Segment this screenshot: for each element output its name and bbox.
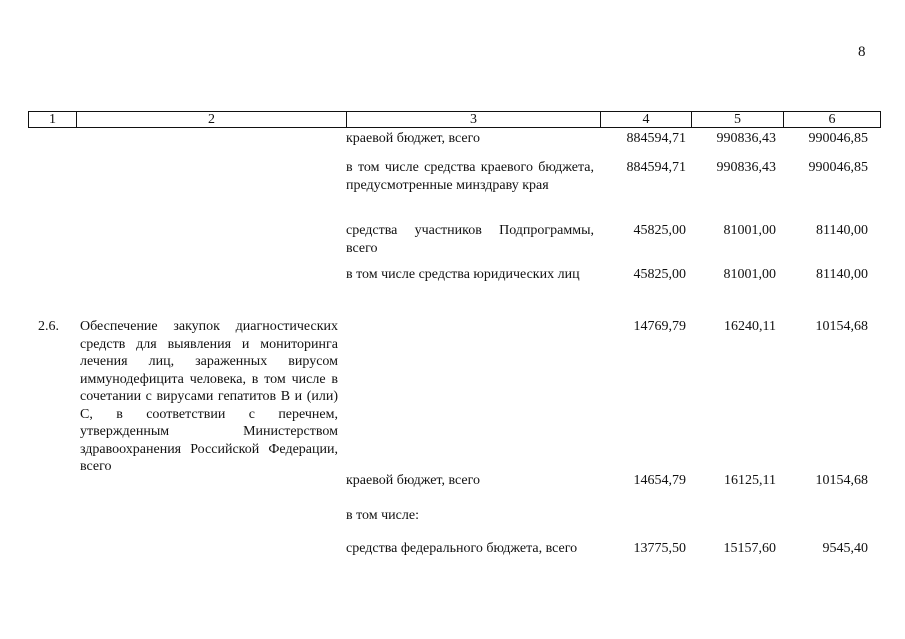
- row-value-col5: 990836,43: [716, 160, 776, 175]
- page-number: 8: [858, 44, 866, 60]
- row-value-col4: 14654,79: [633, 473, 686, 488]
- row-source: краевой бюджет, всего: [346, 473, 481, 488]
- header-col-5: 5: [692, 112, 784, 127]
- row-value-col4: 13775,50: [633, 541, 686, 556]
- row-value-col5: 990836,43: [716, 131, 776, 146]
- row-number: 2.6.: [38, 319, 59, 334]
- row-source: средства федерального бюджета, всего: [346, 541, 578, 556]
- row-value-col5: 16240,11: [724, 319, 776, 334]
- row-value-col4: 45825,00: [633, 267, 686, 282]
- row-value-col4: 884594,71: [626, 160, 686, 175]
- row-value-col6: 10154,68: [815, 319, 868, 334]
- row-value-col6: 990046,85: [808, 160, 868, 175]
- row-value-col5: 81001,00: [723, 267, 776, 282]
- row-value-col6: 81140,00: [816, 223, 868, 238]
- row-value-col4: 45825,00: [633, 223, 686, 238]
- row-value-col4: 884594,71: [626, 131, 686, 146]
- header-col-6: 6: [828, 112, 836, 127]
- row-value-col6: 9545,40: [822, 541, 868, 556]
- row-value-col5: 81001,00: [723, 223, 776, 238]
- header-col-1: 1: [29, 112, 77, 127]
- row-name: Обеспечение закупок диагностических средств для выявления и мониторинга лечения лиц, зараженных вирусом иммунодефицита человека, в том числе в сочетании с вирусами гепатитов B и (или) C, в соответствии с перечнем, утвержденным Министерством здравоохранения Российской Федерации, всего: [80, 319, 338, 474]
- header-col-2: 2: [77, 112, 347, 127]
- row-value-col4: 14769,79: [633, 319, 686, 334]
- row-value-col6: 990046,85: [808, 131, 868, 146]
- row-source: в том числе средства краевого бюджета, предусмотренные минздраву края: [346, 160, 594, 193]
- row-source: в том числе средства юридических лиц: [346, 267, 580, 282]
- row-value-col5: 15157,60: [723, 541, 776, 556]
- row-source: краевой бюджет, всего: [346, 131, 481, 146]
- header-col-3: 3: [347, 112, 601, 127]
- row-value-col6: 81140,00: [816, 267, 868, 282]
- header-col-4: 4: [601, 112, 692, 127]
- row-source: средства участников Подпрограммы, всего: [346, 223, 594, 256]
- row-source: в том числе:: [346, 508, 419, 523]
- row-value-col6: 10154,68: [815, 473, 868, 488]
- table-header: [28, 111, 881, 128]
- row-value-col5: 16125,11: [724, 473, 776, 488]
